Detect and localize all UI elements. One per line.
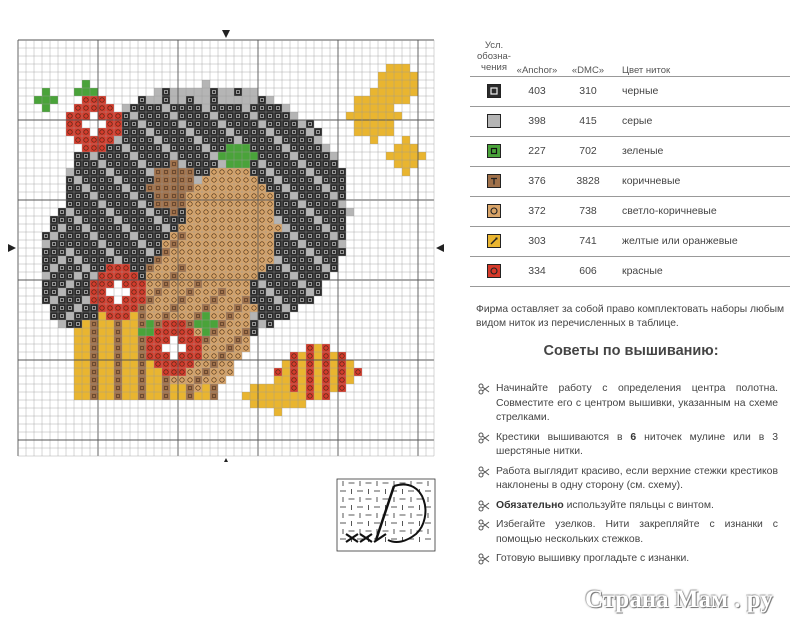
legend-row <box>470 226 790 256</box>
legend-header-name: Цвет ниток <box>622 65 671 76</box>
legend-row <box>470 166 790 196</box>
scissors-bullet-icon <box>478 553 490 565</box>
legend-color-name: черные <box>622 85 659 97</box>
legend-dmc-code: 702 <box>579 145 597 157</box>
legend-symbol-icon <box>487 174 501 188</box>
tip-text: Работа выглядит красиво, если верхние стежки крестиков наклонены в одну сторону (см. схему). <box>496 465 778 491</box>
legend-dmc-code: 606 <box>579 265 597 277</box>
legend-dmc-code: 741 <box>579 235 597 247</box>
legend-header-symbol: Усл. обозна- чения <box>477 40 511 73</box>
legend-symbol-icon <box>487 234 501 248</box>
scissors-bullet-icon <box>478 432 490 444</box>
needle-icon <box>376 486 394 540</box>
tip-item <box>478 382 778 426</box>
cross-stitch-row <box>346 534 386 542</box>
tip-item <box>478 465 778 494</box>
legend-row <box>470 196 790 226</box>
legend-row <box>470 76 790 106</box>
tip-text: Начинайте работу с определения центра полотна. Совместите его с центром вышивки, указанным на схеме стрелками. <box>496 383 778 423</box>
chart-grid-svg <box>8 30 444 462</box>
tip-item <box>478 552 778 567</box>
legend-color-name: зеленые <box>622 145 664 157</box>
legend-header-anchor: «Anchor» <box>516 65 558 76</box>
legend-dmc-code: 3828 <box>576 175 600 187</box>
legend-header-dmc: «DMC» <box>571 65 605 76</box>
legend-note: Фирма оставляет за собой право комплектовать наборы любым видом ниток из перечисленных в таблице. <box>476 304 785 329</box>
legend-symbol-icon <box>487 204 501 218</box>
tip-text: используйте пяльцы с винтом. <box>563 499 714 511</box>
legend-dmc-code: 415 <box>579 115 597 127</box>
tip-text: ниточек мулине или в 3 шерстяные нитки. <box>496 431 778 457</box>
scissors-bullet-icon <box>478 466 490 478</box>
legend-anchor-code: 227 <box>528 145 546 157</box>
stitch-direction-diagram <box>336 478 436 552</box>
scissors-bullet-icon <box>478 519 490 531</box>
tips-list <box>478 382 778 572</box>
legend-symbol-icon <box>487 264 501 278</box>
scissors-bullet-icon <box>478 500 490 512</box>
legend-symbol-icon <box>487 144 501 158</box>
tips-title: Советы по вышиванию: <box>543 343 719 359</box>
legend-anchor-code: 303 <box>528 235 546 247</box>
tip-item <box>478 518 778 547</box>
legend-divider <box>470 286 790 287</box>
cross-stitch-chart <box>8 30 444 462</box>
legend-color-name: серые <box>622 115 653 127</box>
legend-anchor-code: 403 <box>528 85 546 97</box>
tip-text: Готовую вышивку прогладьте с изнанки. <box>496 553 690 564</box>
site-watermark: Страна Мам . ру <box>585 586 773 613</box>
legend-symbol-icon <box>487 84 501 98</box>
tip-item <box>478 499 778 514</box>
legend-row <box>470 136 790 166</box>
legend-anchor-code: 334 <box>528 265 546 277</box>
legend-color-name: коричневые <box>622 175 681 187</box>
legend-dmc-code: 738 <box>579 205 597 217</box>
legend-color-name: светло-коричневые <box>622 205 717 217</box>
legend-row <box>470 256 790 286</box>
legend-anchor-code: 398 <box>528 115 546 127</box>
tip-text: Крестики вышиваются в <box>496 431 631 443</box>
legend-row <box>470 106 790 136</box>
legend-anchor-code: 376 <box>528 175 546 187</box>
legend-symbol-icon <box>487 114 501 128</box>
legend-header <box>470 40 790 76</box>
tip-emphasis: Обязательно <box>496 499 564 511</box>
legend-color-name: красные <box>622 265 663 277</box>
tip-item <box>478 431 778 460</box>
scissors-bullet-icon <box>478 383 490 395</box>
legend-color-name: желтые или оранжевые <box>622 235 738 247</box>
legend-dmc-code: 310 <box>579 85 597 97</box>
legend-anchor-code: 372 <box>528 205 546 217</box>
tip-emphasis: 6 <box>630 431 637 443</box>
tip-text: Избегайте узелков. Нити закрепляйте с изнанки с помощью нескольких стежков. <box>496 519 778 545</box>
